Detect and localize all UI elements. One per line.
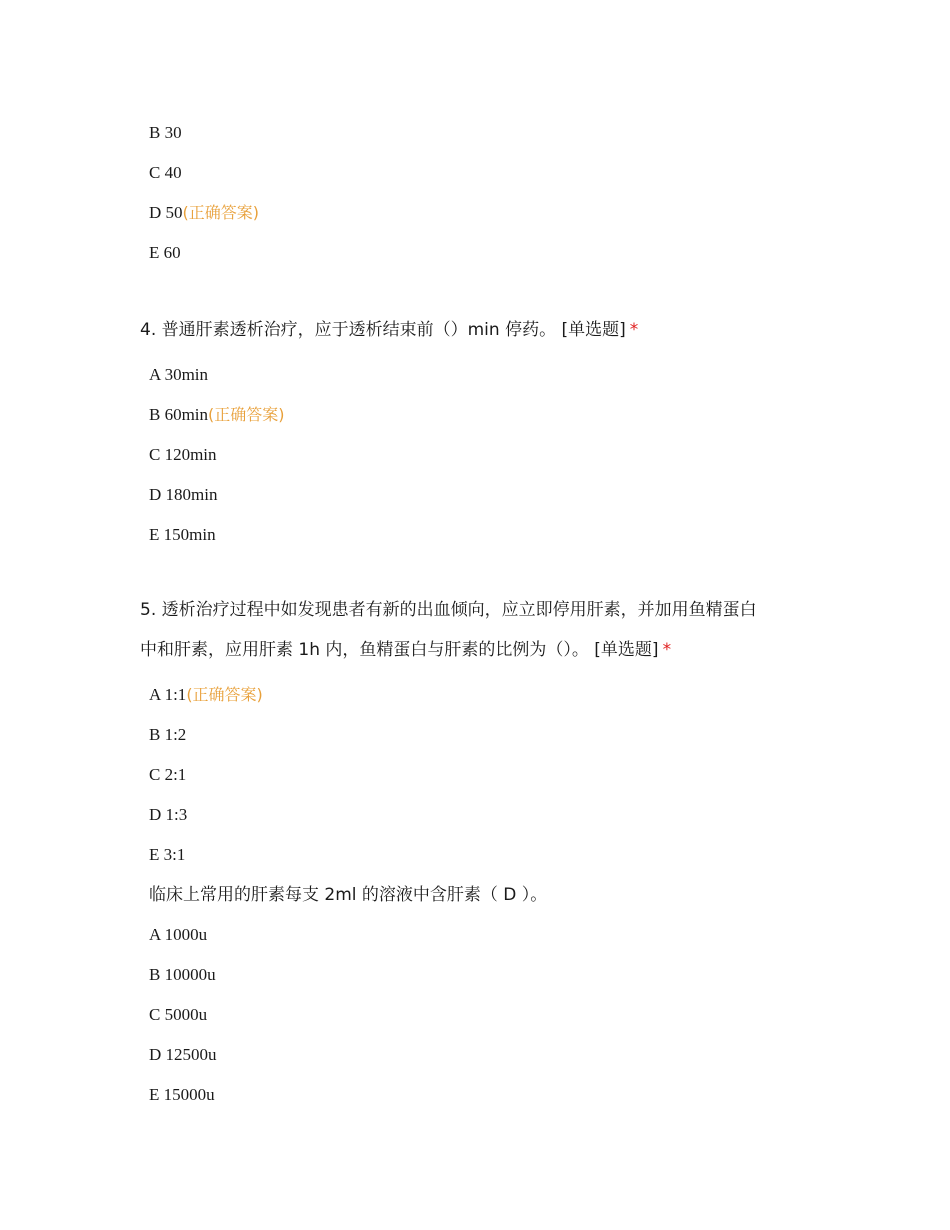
q3-option-d (149, 201, 259, 225)
option-label: C 40 (149, 163, 182, 182)
option-label: E 3:1 (149, 845, 186, 864)
q5-option-a (149, 683, 263, 707)
q4-option-e (149, 523, 216, 547)
q4-option-b (149, 403, 285, 427)
option-label: E 15000u (149, 1085, 215, 1104)
option-label: A 1000u (149, 925, 208, 944)
option-label: D 50 (149, 203, 183, 222)
q5-option-c (149, 763, 186, 787)
required-marker: * (662, 640, 672, 660)
q6-option-e (149, 1083, 215, 1107)
q5-title-line2 (140, 638, 671, 662)
q5-option-b (149, 723, 186, 747)
option-label: D 12500u (149, 1045, 217, 1064)
option-label: A 30min (149, 365, 209, 384)
question-text: 中和肝素，应用肝素 1h 内，鱼精蛋白与肝素的比例为（）。 [单选题] (140, 640, 659, 660)
question-text: 5. 透析治疗过程中如发现患者有新的出血倾向，应立即停用肝素，并加用鱼精蛋白 (140, 600, 757, 620)
q6-option-d (149, 1043, 217, 1067)
option-label: B 1:2 (149, 725, 187, 744)
correct-answer-tag: (正确答案) (186, 685, 263, 704)
q3-option-e (149, 241, 181, 265)
required-marker: * (629, 320, 639, 340)
option-label: C 120min (149, 445, 217, 464)
q5-option-d (149, 803, 187, 827)
q4-option-a (149, 363, 208, 387)
correct-answer-tag: (正确答案) (182, 203, 260, 222)
question-text: 临床上常用的肝素每支 2ml 的溶液中含肝素（ D ）。 (149, 885, 548, 905)
option-label: D 1:3 (149, 805, 188, 824)
option-label: B 10000u (149, 965, 216, 984)
q6-title (149, 883, 547, 907)
option-label: D 180min (149, 485, 218, 504)
q6-option-c (149, 1003, 207, 1027)
q4-option-d (149, 483, 217, 507)
question-text: 4. 普通肝素透析治疗，应于透析结束前（）min 停药。 [单选题] (140, 320, 626, 340)
option-label: A 1:1 (149, 685, 187, 704)
option-label: B 30 (149, 123, 182, 142)
correct-answer-tag: (正确答案) (208, 405, 285, 424)
option-label: E 150min (149, 525, 216, 544)
option-label: C 2:1 (149, 765, 187, 784)
q5-title-line1 (140, 598, 757, 622)
option-label: C 5000u (149, 1005, 208, 1024)
q3-option-c (149, 161, 182, 185)
q6-option-b (149, 963, 216, 987)
q5-option-e (149, 843, 185, 867)
q6-option-a (149, 923, 207, 947)
option-label: E 60 (149, 243, 181, 262)
q4-title (140, 318, 638, 342)
q4-option-c (149, 443, 217, 467)
q3-option-b (149, 121, 182, 145)
option-label: B 60min (149, 405, 209, 424)
